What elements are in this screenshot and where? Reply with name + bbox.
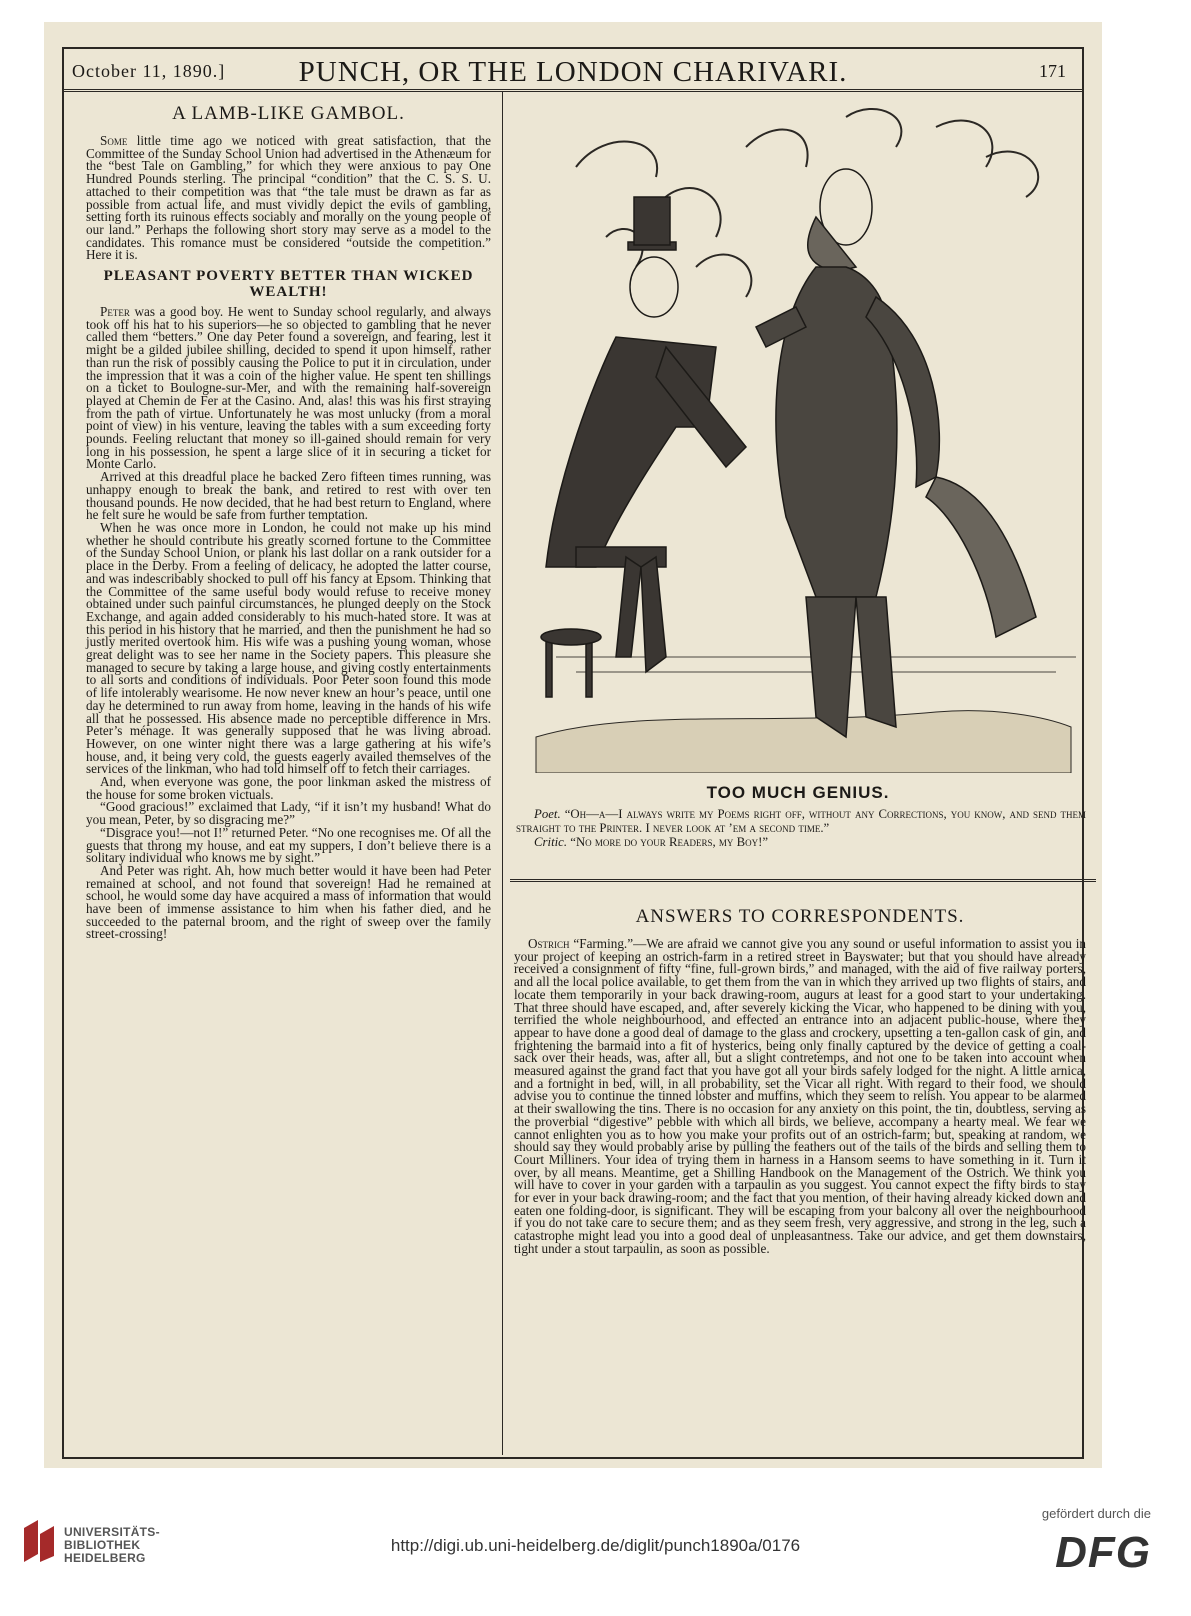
library-footer — [0, 1470, 1191, 1616]
poet-label: Poet. — [534, 807, 561, 821]
masthead-title: PUNCH, OR THE LONDON CHARIVARI. — [298, 56, 848, 88]
issue-date: October 11, 1890.] — [72, 61, 226, 81]
library-name: UNIVERSITÄTS- BIBLIOTHEK HEIDELBERG — [64, 1525, 160, 1565]
newspaper-page — [44, 22, 1102, 1468]
paragraph-text: When he was once more in London, he could not make up his mind whether he should contribute his greatly scorned fortune to the Committee of the Sunday School Union, or plank his last dollar on a rank outsider for a place in the Derby. From a feeling of delicacy, he adopted the latter course, and was indescribably shocked to pull off his fancy at Epsom. Thinking that the Committee of the same useful body would refuse to receive money obtained under such painful circumstances, he plunged deeply on the Stock Exchange, and again added considerably to his much-hated store. It was at this period in his history that he married, and then the punishment he had so justly merited overtook him. His wife was a pushing young woman, whose great delight was to see her name in the Society papers. This pleasure she managed to secure by taking a large house, and giving costly entertainments to all sorts and conditions of individuals. Poor Peter soon found this mode of life intolerably wearisome. He now never knew an hour’s peace, until one day he determined to run away from home, leaving in the hands of his wife all that he possessed. His absence made no perceptible difference in Mrs. Peter’s ménage. It was generally supposed that he was living abroad. However, on one winter night there was a large gathering at his wife’s house, and, it being very cold, the guests eagerly availed themselves of the services of the linkman, who had told himself off to fetch their carriages. — [86, 519, 491, 777]
paragraph — [86, 135, 491, 262]
article-intro — [86, 135, 491, 262]
poet-line: “Oh—a—I always write my Poems right off, without any Corrections, you know, and send them straight to the Printer. I never look at ’em a second time.” — [516, 807, 1086, 835]
paragraph — [86, 862, 491, 942]
cartoon-caption — [516, 807, 1086, 849]
answers-lead: Ostrich — [528, 936, 570, 951]
paragraph — [86, 776, 491, 801]
paragraph — [86, 801, 491, 826]
paragraph-text: Arrived at this dreadful place he backed Zero fifteen times running, was unhappy enough to break the bank, and retired to rest with over ten thousand pounds. He now decided, that he had best return to England, where he felt sure he would be safe from further temptation. — [86, 469, 491, 523]
critic-line: “No more do your Readers, my Boy!” — [570, 835, 769, 849]
paragraph — [86, 824, 491, 866]
dfg-logo: DFG — [1055, 1528, 1151, 1577]
paragraph-text: was a good boy. He went to Sunday school regularly, and always took off his hat to his superiors—he so objected to gambling that he never called them “betters.” One day Peter found a sovereign, and fearing, lest it might be a gilded jubilee shilling, decided to spend it upon himself, rather than run the risk of possibly causing the Police to put it in circulation, under the impression that it was a coin of the higher value. He spent ten shillings on a ticket to Boulogne-sur-Mer, and with the remaining half-sovereign played at Chemin de Fer at the Casino. And, alas! this was his first straying from the path of virtue. Unfortunately he was most unlucky (from a moral point of view) in his venture, leaving the tables with a sum exceeding forty pounds. Feeling reluctant that money so ill-gained should remain for very long in his possession, he spent a large slice of it in securing a ticket for Monte Carlo. — [86, 304, 491, 472]
paragraph-lead: Peter — [100, 304, 130, 320]
paragraph — [86, 471, 491, 522]
page-number: 171 — [1039, 61, 1066, 81]
article-title: A LAMB-LIKE GAMBOL. — [172, 103, 405, 124]
paragraph-text: “Disgrace you!—not I!” returned Peter. “No one recognises me. Of all the guests that throng my house, and eat my suppers, I don’t believe there is a solitary individual who knows me by sight.” — [86, 824, 491, 866]
paragraph-text: And Peter was right. Ah, how much better would it have been had Peter remained at school, and not found that sovereign! Had he remained at school, he would some day have acquired a mass of information that would have been of immense assistance to him when his father died, and he succeeded to the paternal broom, and the right of sweep over the family street-crossing! — [86, 862, 491, 942]
cartoon-title: TOO MUCH GENIUS. — [706, 783, 890, 802]
document-url[interactable]: http://digi.ub.uni-heidelberg.de/diglit/punch1890a/0176 — [390, 1536, 801, 1555]
paragraph-lead: Some — [100, 133, 128, 148]
answers-title: ANSWERS TO CORRESPONDENTS. — [635, 906, 965, 927]
cartoon-illustration — [516, 97, 1080, 773]
critic-label: Critic. — [534, 835, 568, 849]
paragraph-text: And, when everyone was gone, the poor linkman asked the mistress of the house for some broken victuals. — [86, 774, 491, 802]
story-subtitle: PLEASANT POVERTY BETTER THAN WICKED WEALTH! — [103, 268, 474, 301]
left-column — [86, 101, 491, 941]
caption-rule — [510, 879, 1096, 882]
paragraph-text: “Good gracious!” exclaimed that Lady, “if it isn’t my husband! What do you mean, Peter, by so disgracing me?” — [86, 799, 491, 828]
funded-by-text: gefördert durch die — [1041, 1506, 1151, 1521]
page-frame — [62, 47, 1084, 1459]
paragraph — [86, 306, 491, 471]
header-rule — [64, 89, 1082, 92]
answers-paragraph — [514, 938, 1086, 1256]
right-column — [514, 904, 1086, 1256]
column-divider — [502, 91, 503, 1455]
paragraph — [86, 519, 491, 777]
answers-body: “Farming.”—We are afraid we cannot give you any sound or useful information to assist you in your project of keeping an ostrich-farm in a retired street in Bayswater; but that you should have already received a consignment of fifty “fine, full-grown birds,” and managed, with the aid of five railway porters, and all the local police available, to get them from the van in which they arrived up two flights of stairs, and locate them temporarily in your back drawing-room, augurs at least for a good start to your undertaking. That three should have escaped, and, after severely kicking the Vicar, who happened to be dining with you, terrified the whole neighbourhood, and effected an entrance into an adjacent public-house, where they appear to have done a good deal of damage to the glass and crockery, upsetting a ten-gallon cask of gin, and frightening the barmaid into a fit of hysterics, being only finally captured by the device of getting a coal-sack over their heads, was, after all, but a slight contretemps, and not one to be taken into account when measured against the grand fact that you have got all your birds safely lodged for the night. A little arnica, and a fortnight in bed, will, in all probability, set the Vicar all right. With regard to their food, we should advise you to continue the tinned lobster and muffins, which they seem to relish. You appear to be alarmed at their swallowing the tins. There is no occasion for any anxiety on this point, the tin, doubtless, serving as the proverbial “digestive” pebble with which all birds, we believe, accompany a hearty meal. We fear we cannot enlighten you as to how you make your profits out of an ostrich-farm; but, speaking at random, we should say they would probably arise by pulling the feathers out of the tails of the birds and selling them to Court Milliners. Your idea of trying them in harness in a Hansom seems to have something in it. Turn it over, by all means. Meantime, get a Shilling Handbook on the Management of the Ostrich. We think you will have to cover in your garden with a tarpaulin as you suggest. You cannot expect the fifty birds to stay for ever in your back drawing-room; and the fact that you mention, of their having already kicked down and eaten one folding-door, is significant. They will be escaping from your balcony all over the neighbourhood if you do not take care to secure them; and as they seem fresh, very aggressive, and strong in the leg, such a catastrophe might lead you into a good deal of unpleasantness. Take our advice, and get them downstairs, tight under a stout tarpaulin, as soon as possible. — [514, 936, 1086, 1256]
paragraph-text: little time ago we noticed with great satisfaction, that the Committee of the Sunday School Union had advertised in the Athenæum for the “best Tale on Gambling,” for which they were anxious to pay One Hundred Pounds sterling. The principal “condition” that the C. S. S. U. attached to their competition was that “the tale must be drawn as far as possible from actual life, and must vividly depict the evils of gambling, setting forth its ruinous effects sociably and morally on the young people of our land.” Perhaps the following short story may serve as a model to the candidates. This romance must be considered “outside the competition.” Here it is. — [86, 133, 491, 263]
story-body — [86, 306, 491, 941]
